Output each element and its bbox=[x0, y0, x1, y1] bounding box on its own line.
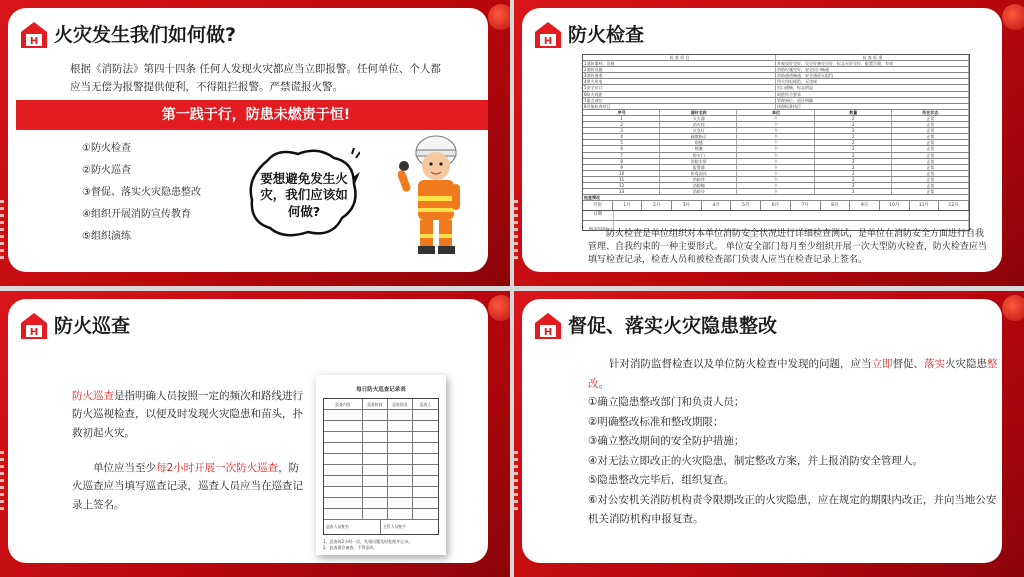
fire-hydrant-decor-icon bbox=[488, 4, 510, 30]
table-cell: 2 bbox=[815, 177, 892, 182]
rectification-intro bbox=[588, 355, 998, 394]
form-cell bbox=[324, 498, 363, 508]
signature-label: 巡查人员签名 bbox=[324, 520, 381, 534]
form-cell bbox=[324, 454, 363, 464]
highlight-word: 整改 bbox=[588, 358, 998, 390]
form-cell bbox=[363, 509, 388, 519]
list-item: ③督促、落实火灾隐患整改 bbox=[82, 187, 201, 198]
form-row bbox=[324, 476, 438, 487]
form-cell bbox=[324, 421, 363, 431]
table-cell: 11 bbox=[583, 177, 660, 182]
table-cell: 2 bbox=[815, 134, 892, 139]
highlight-term: 防火巡查 bbox=[72, 390, 114, 402]
form-row bbox=[324, 432, 438, 443]
form-cell bbox=[388, 443, 413, 453]
svg-text:H: H bbox=[543, 327, 553, 338]
month-cell: 1月 bbox=[613, 201, 643, 210]
table-cell: 报警器 bbox=[660, 165, 737, 170]
table-cell: 按照标准执行 bbox=[776, 104, 969, 109]
table-cell: 10 bbox=[583, 171, 660, 176]
form-cell bbox=[363, 498, 388, 508]
date-row bbox=[583, 211, 969, 221]
table-cell: 用火用电规范，无违规 bbox=[776, 79, 969, 84]
table-cell: 个 bbox=[737, 146, 814, 151]
table-cell: 13 bbox=[583, 189, 660, 194]
table-cell: 7重点部位 bbox=[583, 98, 776, 103]
table-cell: 应急灯 bbox=[660, 128, 737, 133]
month-cell: 3月 bbox=[672, 201, 702, 210]
inspection-paragraph: 防火检查是单位组织对本单位消防安全状况进行详细检查测试，是单位在消防安全方面进行自我管理、自我约束的一种主要形式。 单位安全部门每月至少组织开展一次大型防火检查，防火检查应当填写检查记录，检查人员和被检查部门负责人应当在检查记录上签名。 bbox=[588, 229, 987, 266]
form-cell bbox=[363, 465, 388, 475]
table-cell: 6防火间距 bbox=[583, 92, 776, 97]
month-cell: 10月 bbox=[880, 201, 910, 210]
form-cell bbox=[363, 410, 388, 420]
form-cell bbox=[388, 498, 413, 508]
month-cell: 8月 bbox=[821, 201, 851, 210]
month-cell: 6月 bbox=[761, 201, 791, 210]
highlight-frequency: 每2小时开展一次防火巡查 bbox=[156, 462, 279, 474]
form-cell bbox=[388, 476, 413, 486]
rectification-steps bbox=[588, 393, 998, 530]
month-cell: 9月 bbox=[850, 201, 880, 210]
table-cell: 正常 bbox=[892, 171, 969, 176]
decor-stripes bbox=[514, 451, 518, 511]
form-cell bbox=[413, 509, 438, 519]
table-cell: 2 bbox=[815, 165, 892, 170]
table-cell: 消火栓 bbox=[660, 122, 737, 127]
table-cell: 消防桶 bbox=[660, 183, 737, 188]
table-cell: 2 bbox=[815, 128, 892, 133]
slide-card bbox=[8, 8, 488, 272]
table-cell: 4 bbox=[583, 134, 660, 139]
table-cell: 个 bbox=[737, 153, 814, 158]
table-cell: 外观良好完好，完全好备完全好，标志无好完好，配置合理，有效 bbox=[776, 61, 969, 66]
patrol-record-form bbox=[316, 375, 446, 555]
month-cell: 7月 bbox=[791, 201, 821, 210]
form-notes bbox=[323, 539, 439, 551]
form-cell bbox=[324, 465, 363, 475]
table-cell: 2 bbox=[815, 171, 892, 176]
check-label: 检查情况 bbox=[583, 195, 969, 200]
form-cell bbox=[363, 487, 388, 497]
month-cell: 4月 bbox=[702, 201, 732, 210]
table-cell: 2消防设施 bbox=[583, 67, 776, 72]
form-cell bbox=[388, 410, 413, 420]
list-item: ④组织开展消防宣传教育 bbox=[82, 209, 191, 220]
months-row bbox=[583, 201, 969, 211]
table-cell: 3 bbox=[583, 128, 660, 133]
fire-hydrant-decor-icon bbox=[488, 295, 510, 321]
table-cell: 防毒面具 bbox=[660, 171, 737, 176]
requirement-text: ，防火巡查应当填写巡查记录，巡查人员应当在巡查记录上签名。 bbox=[72, 462, 303, 511]
firefighter-cartoon-icon bbox=[398, 126, 478, 256]
fire-station-logo-icon bbox=[20, 312, 48, 340]
form-header bbox=[324, 399, 438, 410]
header-cell: 数量 bbox=[815, 110, 892, 115]
table-cell: 1消防器材、设施 bbox=[583, 61, 776, 66]
list-item: ⑥对公安机关消防机构责令限期改正的火灾隐患，应在规定的期限内改正，并向当地公安机关消防机构申报复查。 bbox=[588, 493, 997, 525]
table-cell: 个 bbox=[737, 140, 814, 145]
intro-text: 针对消防监督检查以及单位防火检查中发现的问题，应当 bbox=[609, 358, 872, 370]
svg-text:H: H bbox=[29, 36, 39, 47]
table-cell: 间距符合要求 bbox=[776, 92, 969, 97]
header-cell: 所在状态 bbox=[892, 110, 969, 115]
table-cell: 消防设施完好，安全出口畅通 bbox=[776, 67, 969, 72]
table-cell: 烟感 bbox=[660, 140, 737, 145]
table-cell: 2 bbox=[583, 122, 660, 127]
list-item: ②防火巡查 bbox=[82, 165, 131, 176]
table-cell: 2 bbox=[815, 116, 892, 121]
slide-fire-patrol[interactable] bbox=[0, 291, 510, 577]
table-cell: 正常 bbox=[892, 116, 969, 121]
form-note: 1、巡查每2小时一次，发现问题及时处理并记录。 bbox=[323, 539, 413, 544]
form-cell bbox=[388, 454, 413, 464]
list-item: ⑤组织演练 bbox=[82, 231, 131, 242]
table-cell: 8其他检查项目 bbox=[583, 104, 776, 109]
highlight-word: 落实 bbox=[924, 358, 945, 370]
form-cell bbox=[363, 443, 388, 453]
table-cell: 正常 bbox=[892, 153, 969, 158]
form-cell bbox=[324, 476, 363, 486]
form-cell bbox=[363, 432, 388, 442]
table-cell: 1 bbox=[583, 116, 660, 121]
table-cell: 个 bbox=[737, 116, 814, 121]
month-cell: 2月 bbox=[642, 201, 672, 210]
header-cell: 巡查内容 bbox=[324, 399, 363, 409]
table-cell: 出口通畅，标志明显 bbox=[776, 85, 969, 90]
table-cell: 个 bbox=[737, 165, 814, 170]
month-cell: 5月 bbox=[731, 201, 761, 210]
table-cell: 灭火器 bbox=[660, 116, 737, 121]
form-cell bbox=[413, 476, 438, 486]
intro-text: 。 bbox=[598, 377, 609, 390]
intro-text: 督促、 bbox=[892, 358, 924, 370]
page-title: 防火巡查 bbox=[54, 315, 131, 337]
signature-row bbox=[324, 520, 438, 534]
table-cell: 7 bbox=[583, 153, 660, 158]
table-cell: 正常 bbox=[892, 128, 969, 133]
form-cell bbox=[388, 432, 413, 442]
fire-hydrant-decor-icon bbox=[1002, 295, 1024, 321]
table-cell: 8 bbox=[583, 159, 660, 164]
table-cell: 个 bbox=[737, 171, 814, 176]
table-cell: 正常 bbox=[892, 140, 969, 145]
table-cell: 消防通道畅通，安全通道无阻挡 bbox=[776, 73, 969, 78]
slide-card bbox=[522, 8, 1002, 272]
table-cell: 正常 bbox=[892, 183, 969, 188]
table-cell: 消防水带 bbox=[660, 159, 737, 164]
table-cell: 消防沙 bbox=[660, 189, 737, 194]
form-cell bbox=[324, 509, 363, 519]
svg-text:H: H bbox=[29, 327, 39, 338]
form-cell bbox=[324, 443, 363, 453]
month-cell: 月份 bbox=[583, 201, 613, 210]
table-cell: 正常 bbox=[892, 177, 969, 182]
table-cell: 正常 bbox=[892, 165, 969, 170]
table-cell: 5安全出口 bbox=[583, 85, 776, 90]
slogan-banner: 第一践于行，防患未燃责于恒! bbox=[16, 100, 488, 130]
table-cell: 正常 bbox=[892, 146, 969, 151]
page-title: 督促、落实火灾隐患整改 bbox=[568, 315, 778, 337]
table-cell: 管理到位，责任明确 bbox=[776, 98, 969, 103]
form-cell bbox=[388, 421, 413, 431]
fire-station-logo-icon bbox=[20, 21, 48, 49]
form-cell bbox=[413, 410, 438, 420]
patrol-requirement bbox=[72, 459, 304, 514]
list-item: ①确立隐患整改部门和负责人员； bbox=[588, 396, 745, 408]
table-cell: 12 bbox=[583, 183, 660, 188]
header-cell: 巡查时间 bbox=[363, 399, 388, 409]
form-row bbox=[324, 465, 438, 476]
table-cell: 2 bbox=[815, 183, 892, 188]
form-row bbox=[324, 410, 438, 421]
form-cell bbox=[324, 487, 363, 497]
bubble-question: 要想避免发生火灾，我们应该如何做? bbox=[260, 171, 348, 219]
table-cell: 9 bbox=[583, 165, 660, 170]
table-cell: 正常 bbox=[892, 159, 969, 164]
slide-card bbox=[522, 299, 1002, 563]
signature-label: 主管人员签字 bbox=[383, 524, 406, 529]
form-cell bbox=[388, 487, 413, 497]
form-cell bbox=[324, 432, 363, 442]
header-cell: 检 查 项 目 bbox=[583, 55, 776, 60]
table-cell: 个 bbox=[737, 128, 814, 133]
header-cell: 检 查 标 准 bbox=[776, 55, 969, 60]
form-cell bbox=[413, 443, 438, 453]
form-cell bbox=[413, 465, 438, 475]
table-cell: 2 bbox=[815, 140, 892, 145]
form-note: 2、此表保存备查，不得涂改。 bbox=[323, 545, 378, 550]
list-item: ④对无法立即改正的火灾隐患，制定整改方案，并上报消防安全管理人。 bbox=[588, 454, 923, 467]
table-cell: 6 bbox=[583, 146, 660, 151]
form-cell bbox=[324, 410, 363, 420]
list-item: ①防火检查 bbox=[82, 143, 131, 154]
form-row bbox=[324, 487, 438, 498]
month-cell: 11月 bbox=[910, 201, 940, 210]
list-item: ②明确整改标准和整改期限； bbox=[588, 415, 724, 428]
month-cell: 12月 bbox=[939, 201, 969, 210]
highlight-word: 立即 bbox=[871, 358, 893, 370]
table-cell: 防火门 bbox=[660, 153, 737, 158]
table-cell: 消防斧 bbox=[660, 177, 737, 182]
table-cell: 个 bbox=[737, 122, 814, 127]
form-row bbox=[324, 509, 438, 520]
fire-hydrant-decor-icon bbox=[1002, 4, 1024, 30]
table-cell: 2 bbox=[815, 189, 892, 194]
header-cell: 巡查情况 bbox=[388, 399, 413, 409]
form-rows bbox=[324, 410, 438, 520]
form-cell bbox=[413, 432, 438, 442]
table-cell: 2 bbox=[815, 146, 892, 151]
form-cell bbox=[388, 465, 413, 475]
decor-stripes bbox=[0, 451, 4, 511]
fire-station-logo-icon bbox=[534, 312, 562, 340]
slide-fire-inspection[interactable] bbox=[514, 0, 1024, 286]
row-label: 情况说明 bbox=[583, 221, 614, 231]
table-cell: 个 bbox=[737, 159, 814, 164]
patrol-definition bbox=[72, 387, 304, 442]
table-cell: 正常 bbox=[892, 134, 969, 139]
list-item: ③确立整改期间的安全防护措施； bbox=[588, 435, 745, 447]
form-grid bbox=[323, 398, 439, 535]
inspection-form-table bbox=[582, 54, 970, 231]
table-cell: 3消防通道 bbox=[583, 73, 776, 78]
slide-fire-response[interactable] bbox=[0, 0, 510, 286]
header-cell: 器材名称 bbox=[660, 110, 737, 115]
svg-text:H: H bbox=[543, 36, 553, 47]
form-cell bbox=[388, 509, 413, 519]
definition-text: 是指明确人员按照一定的频次和路线进行防火巡视检查，以便及时发现火灾隐患和苗头，扑救初起火灾。 bbox=[72, 390, 303, 439]
form-cell bbox=[413, 454, 438, 464]
intro-text: 火灾隐患 bbox=[945, 358, 987, 370]
table-cell: 个 bbox=[737, 189, 814, 194]
form-title: 每日防火巡查记录表 bbox=[356, 387, 406, 393]
form-row bbox=[324, 454, 438, 465]
requirement-text: 单位应当至少 bbox=[93, 462, 156, 474]
page-title: 火灾发生我们如何做? bbox=[54, 24, 237, 46]
table-cell: 正常 bbox=[892, 122, 969, 127]
table-cell: 4用火用电 bbox=[583, 79, 776, 84]
page-title: 防火检查 bbox=[568, 24, 645, 46]
row-label: 日期 bbox=[583, 211, 614, 220]
form-row bbox=[324, 421, 438, 432]
decor-stripes bbox=[514, 200, 518, 260]
table-cell: 5 bbox=[583, 140, 660, 145]
form-cell bbox=[413, 421, 438, 431]
table-cell: 正常 bbox=[892, 189, 969, 194]
action-list bbox=[82, 138, 201, 248]
form-row bbox=[324, 498, 438, 509]
slide-card bbox=[8, 299, 488, 563]
table-cell: 疏散指示 bbox=[660, 134, 737, 139]
header-cell: 序号 bbox=[583, 110, 660, 115]
equipment-rows bbox=[583, 116, 969, 195]
form-cell bbox=[363, 476, 388, 486]
form-cell bbox=[413, 498, 438, 508]
list-item: ⑤隐患整改完毕后，组织复查。 bbox=[588, 474, 734, 486]
table-cell: 2 bbox=[815, 159, 892, 164]
fire-station-logo-icon bbox=[534, 21, 562, 49]
form-row bbox=[324, 443, 438, 454]
table-cell: 个 bbox=[737, 183, 814, 188]
slide-hazard-rectification[interactable] bbox=[514, 291, 1024, 577]
form-cell bbox=[363, 421, 388, 431]
table-cell: 个 bbox=[737, 177, 814, 182]
form-cell bbox=[363, 454, 388, 464]
table-cell: 2 bbox=[815, 122, 892, 127]
form-cell bbox=[413, 487, 438, 497]
table-cell: 个 bbox=[737, 134, 814, 139]
table-cell: 喷淋 bbox=[660, 146, 737, 151]
header-cell: 单位 bbox=[737, 110, 814, 115]
law-paragraph: 根据《消防法》第四十四条 任何人发现火灾都应当立即报警。任何单位、个人都应当无偿为报警提供便利，不得阻拦报警。严禁谎报火警。 bbox=[70, 63, 441, 94]
table-cell: 2 bbox=[815, 153, 892, 158]
decor-stripes bbox=[0, 200, 4, 260]
header-cell: 巡查人 bbox=[419, 402, 432, 407]
